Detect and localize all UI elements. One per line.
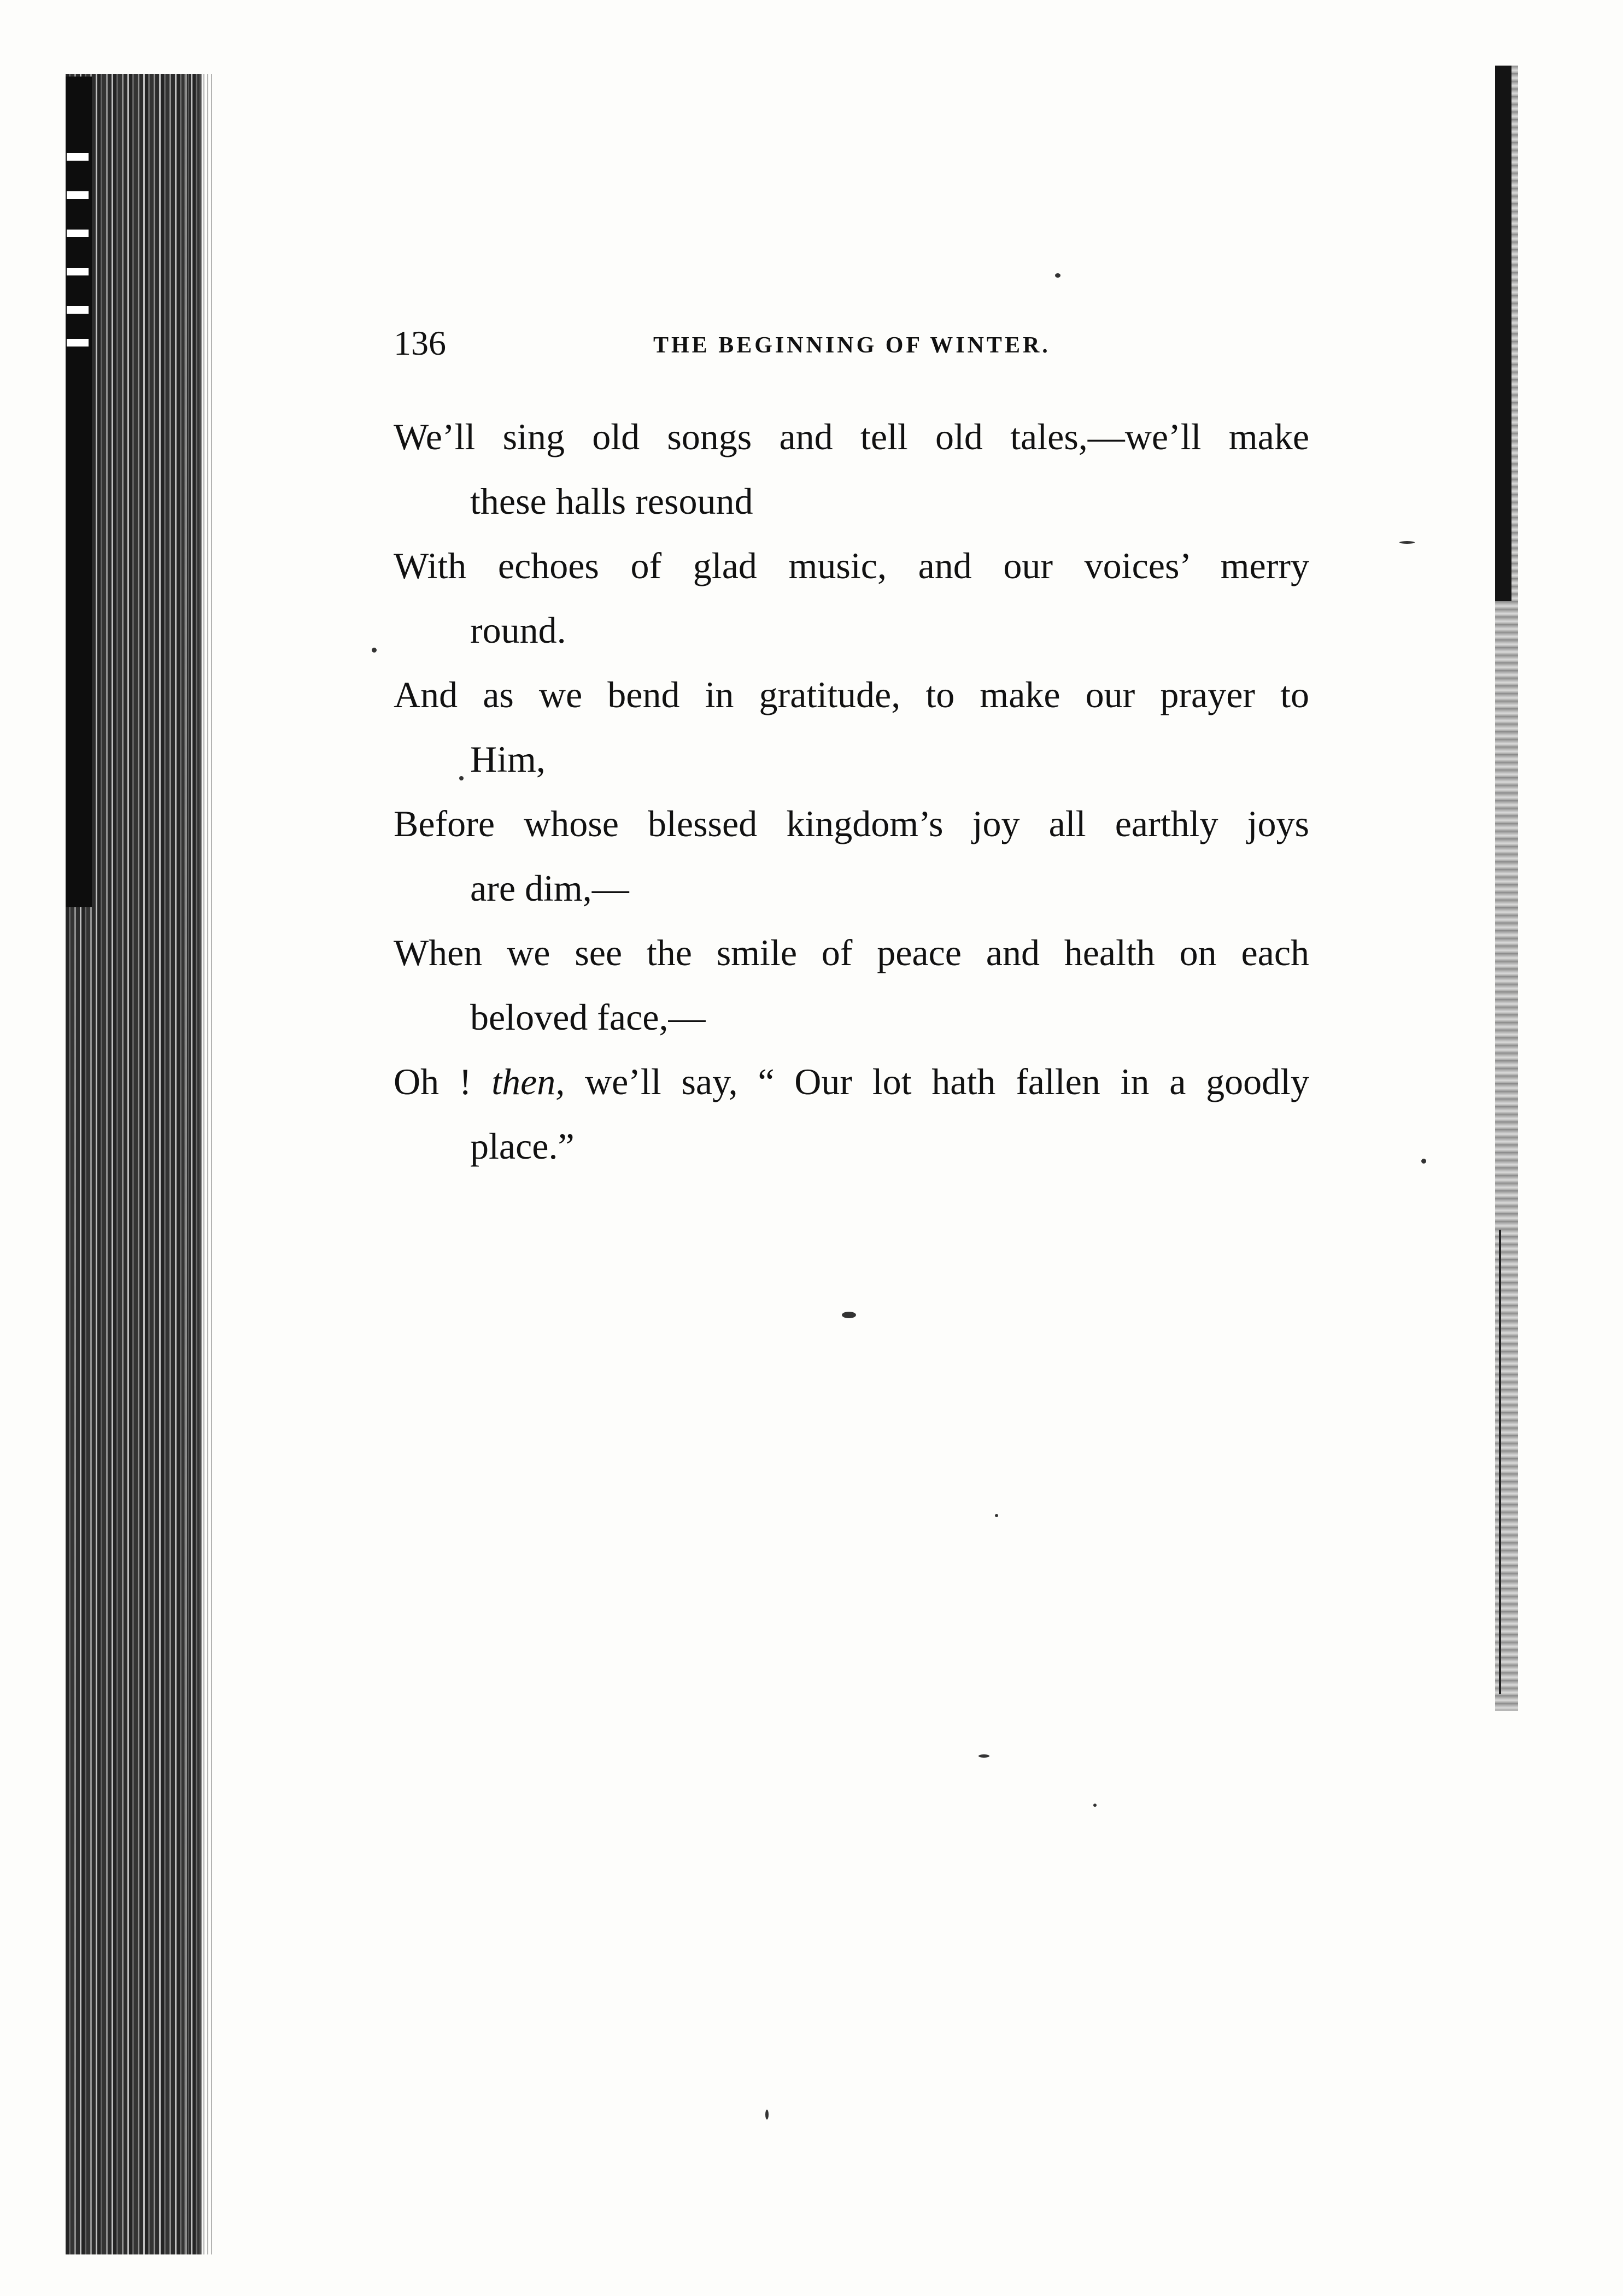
- poem-line: Before whose blessed kingdom’s joy all earthly joys: [394, 803, 1309, 844]
- scan-speck: [765, 2110, 769, 2119]
- poem-line: We’ll sing old songs and tell old tales,—we’ll make: [394, 416, 1309, 457]
- poem-line-final-rest: we’ll say, “ Our lot hath fallen in a goodly: [565, 1061, 1309, 1102]
- scan-speck: [1421, 1159, 1426, 1164]
- scan-speck: [372, 648, 377, 653]
- right-edge-line: [1499, 1230, 1501, 1694]
- binding-notch: [67, 153, 89, 161]
- scan-speck: [1055, 273, 1060, 278]
- scan-speck: [842, 1312, 856, 1318]
- poem-text: [394, 404, 1323, 1178]
- binding-notch: [67, 268, 89, 275]
- poem-word-oh: Oh !: [394, 1061, 492, 1102]
- poem-line: And as we bend in gratitude, to make our prayer to: [394, 674, 1309, 715]
- poem-line-final: [394, 1049, 1309, 1114]
- poem-line: With echoes of glad music, and our voices’ merry: [394, 545, 1309, 586]
- poem-line-continuation: round.: [470, 609, 566, 651]
- page-number: 136: [394, 324, 446, 362]
- poem-line-continuation: are dim,—: [470, 867, 629, 909]
- binding-notch: [67, 191, 89, 199]
- right-edge-dark-band: [1495, 66, 1511, 601]
- page-header: [394, 321, 1323, 365]
- left-binding-fade: [180, 74, 213, 2254]
- scan-speck: [995, 1514, 998, 1517]
- scan-speck: [979, 1754, 989, 1758]
- poem-line-continuation: Him,: [470, 738, 546, 780]
- binding-notch: [67, 230, 89, 237]
- poem-word-then-italic: then,: [491, 1061, 565, 1102]
- scan-speck: [459, 776, 464, 780]
- binding-notch: [67, 339, 89, 347]
- running-head: THE BEGINNING OF WINTER.: [653, 333, 1051, 358]
- scan-speck: [1399, 541, 1415, 544]
- poem-line-continuation: these halls resound: [470, 480, 753, 522]
- poem-line: When we see the smile of peace and health on each: [394, 932, 1309, 973]
- left-binding-dark-band: [66, 77, 92, 907]
- scan-speck: [1093, 1804, 1097, 1807]
- binding-notch: [67, 306, 89, 314]
- poem-line-continuation: place.”: [470, 1125, 575, 1167]
- poem-line-continuation: beloved face,—: [470, 996, 706, 1038]
